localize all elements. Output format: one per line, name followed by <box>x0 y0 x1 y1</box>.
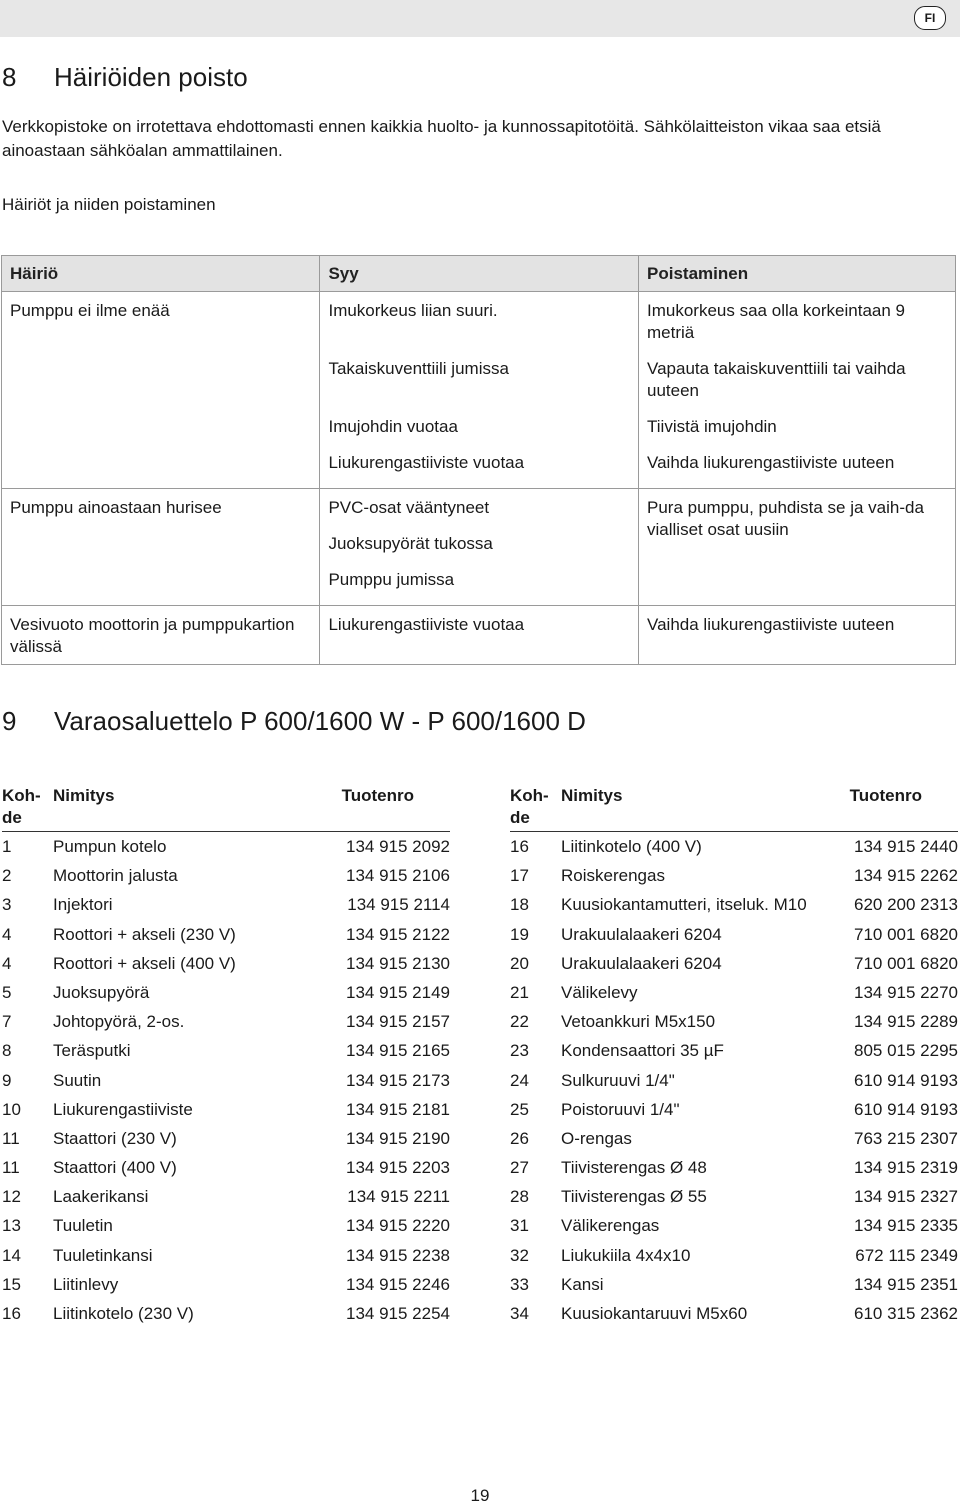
part-number: 710 001 6820 <box>854 924 958 944</box>
parts-row <box>2 1270 450 1299</box>
parts-list-right <box>510 785 958 1328</box>
cause-cell: Imujohdin vuotaa <box>328 417 458 436</box>
part-number: 134 915 2157 <box>346 1012 450 1032</box>
part-position: 16 <box>2 1304 21 1323</box>
part-name: Kondensaattori 35 µF <box>561 1041 724 1061</box>
parts-row <box>510 1124 958 1153</box>
part-name: Liukukiila 4x4x10 <box>561 1245 691 1265</box>
part-position: 3 <box>2 895 12 915</box>
part-name: Injektori <box>53 895 113 915</box>
part-name: Liukurengastiiviste <box>53 1099 193 1119</box>
section-title: Häiriöiden poisto <box>54 62 248 92</box>
part-position: 19 <box>510 924 529 944</box>
part-position: 11 <box>2 1158 20 1178</box>
part-name: O-rengas <box>561 1128 632 1148</box>
part-name: Johtopyörä, 2-os. <box>53 1012 185 1032</box>
part-number: 134 915 2246 <box>346 1274 450 1294</box>
cause-cell: Liukurengastiiviste vuotaa <box>328 453 525 472</box>
part-number: 134 915 2130 <box>346 953 450 973</box>
parts-row <box>510 1299 958 1328</box>
cause-cell: Takaiskuventtiili jumissa <box>328 359 509 378</box>
part-name: Kuusiokantamutteri, itseluk. M10 <box>561 895 807 915</box>
part-position: 25 <box>510 1099 529 1119</box>
part-name: Juoksupyörä <box>53 982 150 1002</box>
part-position: 12 <box>2 1187 21 1207</box>
part-position: 28 <box>510 1187 529 1207</box>
remedy-cell: Vaihda liukurengastiiviste uuteen <box>647 453 895 472</box>
column-part-no: Tuotenro <box>341 786 414 805</box>
troubleshooting-table <box>1 255 956 665</box>
part-number: 763 215 2307 <box>854 1128 958 1148</box>
part-position: 22 <box>510 1012 529 1032</box>
parts-rows <box>510 832 958 1328</box>
part-position: 31 <box>510 1216 529 1236</box>
parts-row <box>510 1241 958 1270</box>
part-number: 620 200 2313 <box>854 895 958 915</box>
part-number: 134 915 2122 <box>346 924 450 944</box>
parts-row <box>2 861 450 890</box>
part-position: 14 <box>2 1245 21 1265</box>
part-position: 17 <box>510 866 529 886</box>
table-row <box>2 606 956 665</box>
part-number: 134 915 2165 <box>346 1041 450 1061</box>
part-position: 18 <box>510 895 529 915</box>
table-row <box>2 489 956 606</box>
cause-cell: PVC-osat vääntyneet <box>328 498 490 517</box>
part-number: 134 915 2254 <box>346 1304 450 1323</box>
parts-row <box>2 1299 450 1328</box>
part-position: 15 <box>2 1274 21 1294</box>
fault-cell: Pumppu ei ilme enää <box>10 301 170 320</box>
part-position: 21 <box>510 982 529 1002</box>
parts-rows <box>2 832 450 1328</box>
top-bar <box>0 0 960 37</box>
part-number: 134 915 2351 <box>854 1274 958 1294</box>
cause-cell: Imukorkeus liian suuri. <box>328 301 498 320</box>
part-position: 33 <box>510 1274 529 1294</box>
column-pos: Koh-de <box>510 786 549 827</box>
part-name: Tiivisterengas Ø 48 <box>561 1158 707 1178</box>
part-number: 134 915 2319 <box>854 1158 958 1178</box>
section-number: 8 <box>2 62 17 92</box>
cause-cell: Liukurengastiiviste vuotaa <box>328 615 525 634</box>
part-position: 4 <box>2 953 12 973</box>
part-number: 134 915 2190 <box>346 1128 450 1148</box>
part-position: 9 <box>2 1070 12 1090</box>
header-cause: Syy <box>320 256 639 292</box>
parts-row <box>510 1036 958 1065</box>
parts-row <box>510 1211 958 1240</box>
part-number: 710 001 6820 <box>854 953 958 973</box>
column-name: Nimitys <box>53 786 115 805</box>
part-name: Liitinlevy <box>53 1274 119 1294</box>
part-number: 610 914 9193 <box>854 1099 958 1119</box>
part-name: Kansi <box>561 1274 604 1294</box>
part-number: 134 915 2270 <box>854 982 958 1002</box>
parts-row <box>510 832 958 861</box>
parts-row <box>510 1007 958 1036</box>
part-position: 4 <box>2 924 12 944</box>
section-8-heading <box>2 62 248 93</box>
part-number: 134 915 2220 <box>346 1216 450 1236</box>
part-number: 134 915 2203 <box>346 1158 450 1178</box>
parts-row <box>2 920 450 949</box>
part-name: Välikerengas <box>561 1216 660 1236</box>
part-name: Roottori + akseli (230 V) <box>53 924 236 944</box>
part-number: 134 915 2327 <box>854 1187 958 1207</box>
part-position: 26 <box>510 1128 529 1148</box>
parts-row <box>2 890 450 919</box>
column-pos: Koh-de <box>2 786 41 827</box>
part-name: Teräsputki <box>53 1041 131 1061</box>
part-number: 134 915 2092 <box>346 837 450 856</box>
column-name: Nimitys <box>561 786 623 805</box>
part-name: Poistoruuvi 1/4" <box>561 1099 680 1119</box>
part-name: Suutin <box>53 1070 102 1090</box>
remedy-cell: Vaihda liukurengastiiviste uuteen <box>647 615 895 634</box>
section-title: Varaosaluettelo P 600/1600 W - P 600/1600 D <box>54 706 586 736</box>
part-number: 610 914 9193 <box>854 1070 958 1090</box>
parts-row <box>2 1211 450 1240</box>
part-position: 2 <box>2 866 12 886</box>
part-number: 805 015 2295 <box>854 1041 958 1061</box>
remedy-cell: Pura pumppu, puhdista se ja vaih-da vialliset osat uusiin <box>647 498 924 539</box>
parts-list-left <box>2 785 450 1328</box>
part-name: Välikelevy <box>561 982 638 1002</box>
column-part-no: Tuotenro <box>849 786 922 805</box>
part-name: Pumpun kotelo <box>53 837 167 856</box>
part-name: Tuuletin <box>53 1216 113 1236</box>
parts-row <box>510 1270 958 1299</box>
part-position: 32 <box>510 1245 529 1265</box>
part-number: 134 915 2335 <box>854 1216 958 1236</box>
parts-row <box>2 1066 450 1095</box>
parts-row <box>510 978 958 1007</box>
part-name: Urakuulalaakeri 6204 <box>561 953 722 973</box>
parts-row <box>2 1241 450 1270</box>
table-row <box>2 292 956 489</box>
parts-row <box>2 832 450 861</box>
part-name: Staattori (230 V) <box>53 1128 177 1148</box>
part-number: 672 115 2349 <box>855 1245 958 1265</box>
parts-row <box>2 1007 450 1036</box>
part-position: 13 <box>2 1216 21 1236</box>
part-name: Tuuletinkansi <box>53 1245 153 1265</box>
parts-header <box>2 785 450 832</box>
part-number: 134 915 2238 <box>346 1245 450 1265</box>
header-fault: Häiriö <box>2 256 320 292</box>
part-number: 134 915 2181 <box>346 1099 450 1119</box>
intro-paragraph: Verkkopistoke on irrotettava ehdottomasti ennen kaikkia huolto- ja kunnossapitotöitä. Sähkölaitteiston vikaa saa etsiä ainoastaan sähköalan ammattilainen. <box>2 117 881 160</box>
part-name: Liitinkotelo (230 V) <box>53 1304 194 1323</box>
part-name: Roiskerengas <box>561 866 665 886</box>
parts-row <box>510 861 958 890</box>
part-position: 16 <box>510 837 529 856</box>
parts-row <box>2 978 450 1007</box>
part-position: 10 <box>2 1099 21 1119</box>
cause-cell: Pumppu jumissa <box>328 570 455 589</box>
table-header-row <box>2 256 956 292</box>
parts-row <box>510 949 958 978</box>
parts-row <box>510 1066 958 1095</box>
part-position: 7 <box>2 1012 12 1032</box>
parts-row <box>510 1182 958 1211</box>
part-number: 134 915 2114 <box>347 895 450 915</box>
part-number: 134 915 2289 <box>854 1012 958 1032</box>
parts-row <box>2 1124 450 1153</box>
part-name: Liitinkotelo (400 V) <box>561 837 702 856</box>
parts-row <box>510 1153 958 1182</box>
part-name: Tiivisterengas Ø 55 <box>561 1187 707 1207</box>
fault-cell: Pumppu ainoastaan hurisee <box>10 498 222 517</box>
part-name: Urakuulalaakeri 6204 <box>561 924 722 944</box>
part-number: 134 915 2149 <box>346 982 450 1002</box>
parts-row <box>2 1095 450 1124</box>
page-number: 19 <box>470 1486 490 1505</box>
parts-row <box>2 1153 450 1182</box>
part-position: 1 <box>2 837 12 856</box>
parts-row <box>510 920 958 949</box>
part-position: 11 <box>2 1128 20 1148</box>
parts-row <box>2 1036 450 1065</box>
remedy-cell: Tiivistä imujohdin <box>647 417 777 436</box>
part-number: 134 915 2106 <box>346 866 450 886</box>
cause-cell: Juoksupyörät tukossa <box>328 534 493 553</box>
part-position: 24 <box>510 1070 529 1090</box>
parts-row <box>2 949 450 978</box>
part-name: Sulkuruuvi 1/4" <box>561 1070 675 1090</box>
table-caption: Häiriöt ja niiden poistaminen <box>2 195 216 214</box>
parts-row <box>2 1182 450 1211</box>
part-position: 20 <box>510 953 529 973</box>
part-name: Roottori + akseli (400 V) <box>53 953 236 973</box>
part-position: 34 <box>510 1304 529 1323</box>
part-number: 134 915 2173 <box>346 1070 450 1090</box>
part-number: 134 915 2262 <box>854 866 958 886</box>
section-number: 9 <box>2 706 17 736</box>
part-position: 23 <box>510 1041 529 1061</box>
part-name: Vetoankkuri M5x150 <box>561 1012 716 1032</box>
remedy-cell: Vapauta takaiskuventtiili tai vaihda uuteen <box>647 359 906 400</box>
parts-row <box>510 890 958 919</box>
parts-row <box>510 1095 958 1124</box>
part-name: Laakerikansi <box>53 1187 149 1207</box>
part-name: Staattori (400 V) <box>53 1158 177 1178</box>
fault-cell: Vesivuoto moottorin ja pumppukartion välissä <box>10 615 295 656</box>
part-position: 8 <box>2 1041 12 1061</box>
part-position: 5 <box>2 982 12 1002</box>
language-badge: FI <box>914 6 946 30</box>
part-name: Moottorin jalusta <box>53 866 178 886</box>
parts-header <box>510 785 958 832</box>
part-position: 27 <box>510 1158 529 1178</box>
part-number: 134 915 2211 <box>347 1187 450 1207</box>
section-9-heading <box>2 706 586 737</box>
part-number: 134 915 2440 <box>854 837 958 856</box>
part-name: Kuusiokantaruuvi M5x60 <box>561 1304 748 1323</box>
part-number: 610 315 2362 <box>854 1304 958 1323</box>
header-remedy: Poistaminen <box>639 256 956 292</box>
remedy-cell: Imukorkeus saa olla korkeintaan 9 metriä <box>647 301 905 342</box>
